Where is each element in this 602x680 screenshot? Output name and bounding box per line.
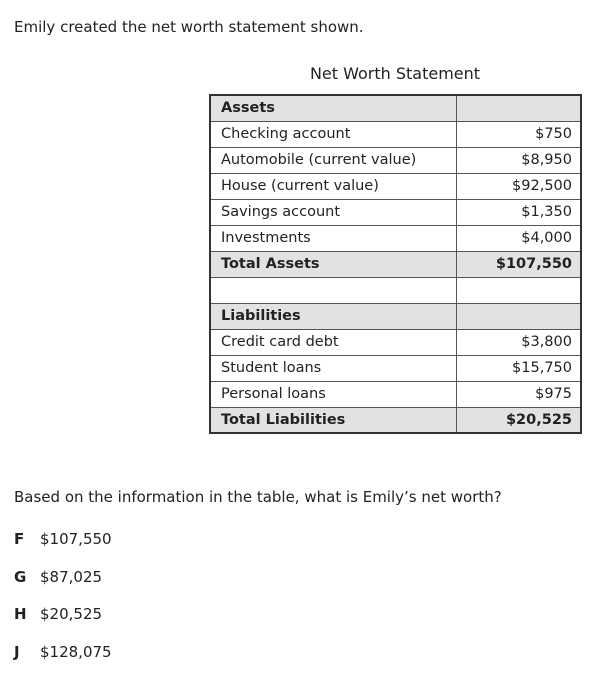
answer-choice-h[interactable] bbox=[14, 605, 112, 643]
choice-text: $128,075 bbox=[40, 643, 112, 661]
total-assets-value: $107,550 bbox=[456, 251, 581, 277]
table-row bbox=[210, 381, 581, 407]
intro-text: Emily created the net worth statement shown. bbox=[14, 18, 364, 36]
choice-letter: F bbox=[14, 530, 40, 548]
total-assets-label: Total Assets bbox=[210, 251, 456, 277]
table-row bbox=[210, 225, 581, 251]
row-value: $92,500 bbox=[456, 173, 581, 199]
spacer-cell bbox=[456, 277, 581, 303]
row-value: $15,750 bbox=[456, 355, 581, 381]
row-value: $3,800 bbox=[456, 329, 581, 355]
table-row bbox=[210, 121, 581, 147]
choice-letter: H bbox=[14, 605, 40, 623]
question-text: Based on the information in the table, what is Emily’s net worth? bbox=[14, 488, 502, 506]
row-label: Investments bbox=[210, 225, 456, 251]
table-row bbox=[210, 199, 581, 225]
total-liabilities-label: Total Liabilities bbox=[210, 407, 456, 433]
answer-choice-j[interactable] bbox=[14, 643, 112, 680]
total-liabilities-value: $20,525 bbox=[456, 407, 581, 433]
table-row bbox=[210, 173, 581, 199]
liabilities-header: Liabilities bbox=[210, 303, 456, 329]
total-liabilities-row bbox=[210, 407, 581, 433]
table-row bbox=[210, 355, 581, 381]
liabilities-header-row bbox=[210, 303, 581, 329]
row-label: Credit card debt bbox=[210, 329, 456, 355]
row-label: Checking account bbox=[210, 121, 456, 147]
liabilities-header-value bbox=[456, 303, 581, 329]
row-value: $8,950 bbox=[456, 147, 581, 173]
choice-text: $20,525 bbox=[40, 605, 102, 623]
answer-choices bbox=[14, 530, 112, 680]
assets-header: Assets bbox=[210, 95, 456, 121]
row-value: $4,000 bbox=[456, 225, 581, 251]
row-label: House (current value) bbox=[210, 173, 456, 199]
row-label: Savings account bbox=[210, 199, 456, 225]
row-label: Personal loans bbox=[210, 381, 456, 407]
spacer-row bbox=[210, 277, 581, 303]
table-title: Net Worth Statement bbox=[209, 64, 581, 83]
assets-header-row bbox=[210, 95, 581, 121]
table-row bbox=[210, 329, 581, 355]
row-label: Automobile (current value) bbox=[210, 147, 456, 173]
choice-letter: J bbox=[14, 643, 40, 661]
choice-text: $107,550 bbox=[40, 530, 112, 548]
answer-choice-g[interactable] bbox=[14, 568, 112, 606]
answer-choice-f[interactable] bbox=[14, 530, 112, 568]
choice-letter: G bbox=[14, 568, 40, 586]
assets-header-value bbox=[456, 95, 581, 121]
total-assets-row bbox=[210, 251, 581, 277]
row-value: $975 bbox=[456, 381, 581, 407]
net-worth-table bbox=[209, 94, 582, 434]
choice-text: $87,025 bbox=[40, 568, 102, 586]
table-row bbox=[210, 147, 581, 173]
row-value: $1,350 bbox=[456, 199, 581, 225]
row-value: $750 bbox=[456, 121, 581, 147]
spacer-cell bbox=[210, 277, 456, 303]
row-label: Student loans bbox=[210, 355, 456, 381]
